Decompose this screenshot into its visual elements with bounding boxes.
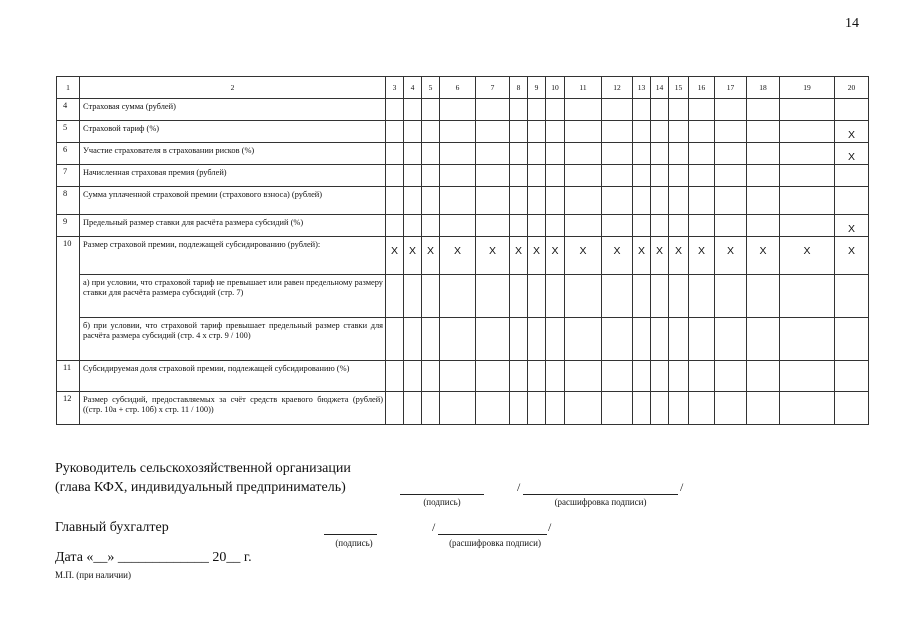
- stamp-note: М.П. (при наличии): [55, 570, 131, 580]
- data-cell-col-5[interactable]: [422, 361, 440, 392]
- data-cell-col-15[interactable]: [669, 392, 689, 425]
- data-cell-col-8[interactable]: [510, 215, 528, 237]
- data-cell-col-6[interactable]: X: [440, 237, 476, 275]
- header-col-3: 3: [386, 77, 404, 99]
- data-cell-col-3[interactable]: [386, 275, 404, 318]
- row-description: Участие страхователя в страховании рисков (%): [80, 143, 386, 165]
- data-cell-col-4[interactable]: X: [404, 237, 422, 275]
- data-cell-col-18[interactable]: [747, 361, 780, 392]
- data-cell-col-18[interactable]: X: [747, 237, 780, 275]
- accountant-decoding-caption: (расшифровка подписи): [449, 538, 541, 548]
- data-cell-col-5[interactable]: X: [422, 237, 440, 275]
- data-cell-col-20[interactable]: X: [835, 143, 869, 165]
- data-cell-col-16[interactable]: [689, 143, 715, 165]
- data-cell-col-19[interactable]: [780, 275, 835, 318]
- data-cell-col-3[interactable]: [386, 187, 404, 215]
- page-number: 14: [845, 16, 859, 31]
- data-cell-col-18[interactable]: [747, 215, 780, 237]
- table-row: [57, 392, 869, 425]
- header-col-10: 10: [546, 77, 565, 99]
- data-cell-col-11[interactable]: [565, 165, 602, 187]
- table-row: [57, 215, 869, 237]
- data-cell-col-9[interactable]: [528, 318, 546, 361]
- accountant-signature-line[interactable]: [324, 521, 377, 535]
- data-cell-col-12[interactable]: [602, 143, 633, 165]
- data-cell-col-16[interactable]: [689, 187, 715, 215]
- data-cell-col-4[interactable]: [404, 99, 422, 121]
- data-cell-col-12[interactable]: [602, 99, 633, 121]
- data-cell-col-8[interactable]: [510, 275, 528, 318]
- data-cell-col-7[interactable]: [476, 165, 510, 187]
- data-cell-col-16[interactable]: [689, 318, 715, 361]
- data-cell-col-10[interactable]: [546, 361, 565, 392]
- data-cell-col-13[interactable]: [633, 392, 651, 425]
- data-cell-col-15[interactable]: [669, 99, 689, 121]
- data-cell-col-13[interactable]: [633, 143, 651, 165]
- header-col-15: 15: [669, 77, 689, 99]
- data-cell-col-15[interactable]: [669, 215, 689, 237]
- data-cell-col-19[interactable]: [780, 187, 835, 215]
- data-cell-col-7[interactable]: [476, 392, 510, 425]
- head-title-line1: Руководитель сельскохозяйственной организации: [55, 461, 351, 476]
- header-col-8: 8: [510, 77, 528, 99]
- data-cell-col-15[interactable]: [669, 165, 689, 187]
- data-cell-col-11[interactable]: [565, 215, 602, 237]
- data-cell-col-4[interactable]: [404, 215, 422, 237]
- header-col-17: 17: [715, 77, 747, 99]
- data-cell-col-20[interactable]: X: [835, 215, 869, 237]
- data-cell-col-17[interactable]: [715, 187, 747, 215]
- data-cell-col-7[interactable]: [476, 143, 510, 165]
- header-col-18: 18: [747, 77, 780, 99]
- data-cell-col-4[interactable]: [404, 318, 422, 361]
- row-description: Страховая сумма (рублей): [80, 99, 386, 121]
- data-cell-col-17[interactable]: [715, 121, 747, 143]
- data-cell-col-6[interactable]: [440, 361, 476, 392]
- data-cell-col-6[interactable]: [440, 392, 476, 425]
- data-cell-col-11[interactable]: [565, 121, 602, 143]
- data-cell-col-4[interactable]: [404, 165, 422, 187]
- data-cell-col-10[interactable]: [546, 165, 565, 187]
- data-cell-col-16[interactable]: [689, 99, 715, 121]
- data-cell-col-9[interactable]: [528, 361, 546, 392]
- table-row: [57, 121, 869, 143]
- table-row: [57, 275, 869, 318]
- row-number: 12: [57, 392, 80, 425]
- data-cell-col-3[interactable]: [386, 392, 404, 425]
- data-cell-col-11[interactable]: [565, 392, 602, 425]
- data-cell-col-10[interactable]: X: [546, 237, 565, 275]
- date-field[interactable]: Дата «__» _____________ 20__ г.: [55, 550, 252, 565]
- data-cell-col-13[interactable]: [633, 361, 651, 392]
- data-cell-col-12[interactable]: [602, 275, 633, 318]
- data-cell-col-15[interactable]: [669, 318, 689, 361]
- header-col-11: 11: [565, 77, 602, 99]
- row-description: Начисленная страховая премия (рублей): [80, 165, 386, 187]
- data-cell-col-18[interactable]: [747, 275, 780, 318]
- data-cell-col-20[interactable]: [835, 361, 869, 392]
- data-cell-col-15[interactable]: [669, 187, 689, 215]
- head-decoding-caption: (расшифровка подписи): [554, 497, 647, 507]
- data-cell-col-17[interactable]: [715, 318, 747, 361]
- data-cell-col-6[interactable]: [440, 318, 476, 361]
- data-cell-col-19[interactable]: [780, 99, 835, 121]
- head-title-line2: (глава КФХ, индивидуальный предприниматель): [55, 480, 346, 495]
- head-slash-left: /: [517, 480, 521, 494]
- data-cell-col-14[interactable]: X: [651, 237, 669, 275]
- row-description: Субсидируемая доля страховой премии, подлежащей субсидированию (%): [80, 361, 386, 392]
- accountant-decoding-line[interactable]: [438, 521, 547, 535]
- data-cell-col-12[interactable]: [602, 187, 633, 215]
- data-cell-col-20[interactable]: X: [835, 237, 869, 275]
- data-cell-col-16[interactable]: [689, 275, 715, 318]
- data-cell-col-14[interactable]: [651, 215, 669, 237]
- data-cell-col-4[interactable]: [404, 361, 422, 392]
- data-cell-col-10[interactable]: [546, 275, 565, 318]
- data-cell-col-3[interactable]: [386, 215, 404, 237]
- data-cell-col-18[interactable]: [747, 187, 780, 215]
- header-col-16: 16: [689, 77, 715, 99]
- data-cell-col-18[interactable]: [747, 165, 780, 187]
- data-cell-col-19[interactable]: [780, 392, 835, 425]
- data-cell-col-14[interactable]: [651, 121, 669, 143]
- data-cell-col-18[interactable]: [747, 121, 780, 143]
- data-cell-col-19[interactable]: [780, 318, 835, 361]
- data-cell-col-10[interactable]: [546, 121, 565, 143]
- data-cell-col-19[interactable]: [780, 215, 835, 237]
- data-cell-col-18[interactable]: [747, 392, 780, 425]
- data-cell-col-9[interactable]: [528, 99, 546, 121]
- data-cell-col-9[interactable]: [528, 187, 546, 215]
- data-cell-col-15[interactable]: [669, 361, 689, 392]
- data-cell-col-19[interactable]: [780, 165, 835, 187]
- data-cell-col-14[interactable]: [651, 187, 669, 215]
- header-col-14: 14: [651, 77, 669, 99]
- accountant-title: Главный бухгалтер: [55, 520, 169, 535]
- data-cell-col-8[interactable]: X: [510, 237, 528, 275]
- data-cell-col-15[interactable]: [669, 275, 689, 318]
- data-cell-col-19[interactable]: [780, 361, 835, 392]
- data-cell-col-12[interactable]: [602, 165, 633, 187]
- data-cell-col-11[interactable]: [565, 318, 602, 361]
- data-cell-col-13[interactable]: [633, 99, 651, 121]
- data-cell-col-17[interactable]: [715, 143, 747, 165]
- data-cell-col-13[interactable]: [633, 121, 651, 143]
- data-cell-col-12[interactable]: X: [602, 237, 633, 275]
- row-number: 4: [57, 99, 80, 121]
- header-col-13: 13: [633, 77, 651, 99]
- data-cell-col-16[interactable]: [689, 361, 715, 392]
- data-cell-col-5[interactable]: [422, 392, 440, 425]
- data-cell-col-7[interactable]: [476, 215, 510, 237]
- data-cell-col-20[interactable]: [835, 275, 869, 318]
- header-col-7: 7: [476, 77, 510, 99]
- row-description: Страховой тариф (%): [80, 121, 386, 143]
- data-cell-col-13[interactable]: X: [633, 237, 651, 275]
- data-cell-col-14[interactable]: [651, 143, 669, 165]
- data-cell-col-6[interactable]: [440, 187, 476, 215]
- data-cell-col-4[interactable]: [404, 392, 422, 425]
- data-cell-col-9[interactable]: [528, 215, 546, 237]
- data-cell-col-8[interactable]: [510, 165, 528, 187]
- data-cell-col-17[interactable]: [715, 99, 747, 121]
- data-cell-col-12[interactable]: [602, 392, 633, 425]
- data-cell-col-11[interactable]: [565, 187, 602, 215]
- data-cell-col-14[interactable]: [651, 165, 669, 187]
- data-cell-col-8[interactable]: [510, 99, 528, 121]
- data-cell-col-7[interactable]: X: [476, 237, 510, 275]
- data-cell-col-5[interactable]: [422, 187, 440, 215]
- header-col-2: 2: [80, 77, 386, 99]
- data-cell-col-12[interactable]: [602, 318, 633, 361]
- header-col-9: 9: [528, 77, 546, 99]
- data-cell-col-13[interactable]: [633, 275, 651, 318]
- data-cell-col-5[interactable]: [422, 275, 440, 318]
- table-row: [57, 361, 869, 392]
- data-cell-col-8[interactable]: [510, 361, 528, 392]
- data-cell-col-9[interactable]: X: [528, 237, 546, 275]
- data-cell-col-4[interactable]: [404, 143, 422, 165]
- data-cell-col-15[interactable]: [669, 143, 689, 165]
- data-cell-col-11[interactable]: [565, 99, 602, 121]
- row-description: Размер субсидий, предоставляемых за счёт средств краевого бюджета (рублей) ((стр. 10а + стр. 10б) x стр. 11 / 100)): [80, 392, 386, 425]
- data-cell-col-7[interactable]: [476, 361, 510, 392]
- data-cell-col-19[interactable]: [780, 121, 835, 143]
- data-cell-col-6[interactable]: [440, 215, 476, 237]
- data-cell-col-13[interactable]: [633, 165, 651, 187]
- data-cell-col-5[interactable]: [422, 215, 440, 237]
- header-col-5: 5: [422, 77, 440, 99]
- data-cell-col-5[interactable]: [422, 121, 440, 143]
- data-cell-col-20[interactable]: [835, 187, 869, 215]
- data-cell-col-18[interactable]: [747, 143, 780, 165]
- data-cell-col-7[interactable]: [476, 275, 510, 318]
- data-cell-col-3[interactable]: [386, 99, 404, 121]
- subsidy-calculation-table: [56, 76, 869, 425]
- table-row: [57, 318, 869, 361]
- data-cell-col-6[interactable]: [440, 99, 476, 121]
- data-cell-col-18[interactable]: [747, 99, 780, 121]
- data-cell-col-20[interactable]: [835, 165, 869, 187]
- data-cell-col-20[interactable]: X: [835, 121, 869, 143]
- data-cell-col-3[interactable]: [386, 121, 404, 143]
- data-cell-col-7[interactable]: [476, 99, 510, 121]
- header-col-20: 20: [835, 77, 869, 99]
- data-cell-col-16[interactable]: [689, 392, 715, 425]
- data-cell-col-6[interactable]: [440, 143, 476, 165]
- data-cell-col-17[interactable]: [715, 392, 747, 425]
- table-row: [57, 143, 869, 165]
- row-description: а) при условии, что страховой тариф не превышает или равен предельному размеру ставки для расчёта размера субсидий (стр. 7): [80, 275, 386, 318]
- data-cell-col-3[interactable]: [386, 318, 404, 361]
- table-row: [57, 165, 869, 187]
- data-cell-col-19[interactable]: [780, 143, 835, 165]
- data-cell-col-5[interactable]: [422, 99, 440, 121]
- row-description: б) при условии, что страховой тариф превышает предельный размер ставки для расчёта размера субсидий (стр. 4 x стр. 9 / 100): [80, 318, 386, 361]
- data-cell-col-10[interactable]: [546, 215, 565, 237]
- row-number: 8: [57, 187, 80, 215]
- data-cell-col-11[interactable]: X: [565, 237, 602, 275]
- data-cell-col-3[interactable]: [386, 165, 404, 187]
- row-number: 7: [57, 165, 80, 187]
- data-cell-col-9[interactable]: [528, 165, 546, 187]
- data-cell-col-8[interactable]: [510, 392, 528, 425]
- row-number: 11: [57, 361, 80, 392]
- data-cell-col-5[interactable]: [422, 143, 440, 165]
- data-cell-col-13[interactable]: [633, 187, 651, 215]
- data-cell-col-15[interactable]: [669, 121, 689, 143]
- data-cell-col-5[interactable]: [422, 165, 440, 187]
- row-number: 10: [57, 237, 80, 361]
- data-cell-col-4[interactable]: [404, 121, 422, 143]
- row-description: Предельный размер ставки для расчёта размера субсидий (%): [80, 215, 386, 237]
- data-cell-col-9[interactable]: [528, 275, 546, 318]
- table-row: [57, 99, 869, 121]
- data-cell-col-8[interactable]: [510, 318, 528, 361]
- data-cell-col-14[interactable]: [651, 318, 669, 361]
- data-cell-col-12[interactable]: [602, 215, 633, 237]
- data-cell-col-16[interactable]: [689, 215, 715, 237]
- data-cell-col-3[interactable]: [386, 361, 404, 392]
- row-description: Размер страховой премии, подлежащей субсидированию (рублей):: [80, 237, 386, 275]
- accountant-slash-left: /: [432, 520, 436, 534]
- data-cell-col-16[interactable]: X: [689, 237, 715, 275]
- data-cell-col-17[interactable]: X: [715, 237, 747, 275]
- data-cell-col-17[interactable]: [715, 275, 747, 318]
- data-cell-col-11[interactable]: [565, 361, 602, 392]
- data-cell-col-13[interactable]: [633, 215, 651, 237]
- head-signature-line[interactable]: [400, 481, 484, 495]
- data-cell-col-12[interactable]: [602, 361, 633, 392]
- accountant-signature-caption: (подпись): [335, 538, 373, 548]
- head-decoding-line[interactable]: [523, 481, 678, 495]
- data-cell-col-18[interactable]: [747, 318, 780, 361]
- data-cell-col-6[interactable]: [440, 121, 476, 143]
- data-cell-col-20[interactable]: [835, 318, 869, 361]
- data-cell-col-10[interactable]: [546, 392, 565, 425]
- head-signature-caption: (подпись): [423, 497, 461, 507]
- row-number: 9: [57, 215, 80, 237]
- data-cell-col-10[interactable]: [546, 99, 565, 121]
- data-cell-col-3[interactable]: [386, 143, 404, 165]
- header-col-19: 19: [780, 77, 835, 99]
- data-cell-col-8[interactable]: [510, 121, 528, 143]
- row-description: Сумма уплаченной страховой премии (страхового взноса) (рублей): [80, 187, 386, 215]
- data-cell-col-17[interactable]: [715, 215, 747, 237]
- table-row: [57, 187, 869, 215]
- data-cell-col-20[interactable]: [835, 392, 869, 425]
- row-number: 6: [57, 143, 80, 165]
- data-cell-col-4[interactable]: [404, 187, 422, 215]
- data-cell-col-14[interactable]: [651, 361, 669, 392]
- head-slash-right: /: [680, 480, 684, 494]
- data-cell-col-8[interactable]: [510, 143, 528, 165]
- data-cell-col-6[interactable]: [440, 275, 476, 318]
- header-col-6: 6: [440, 77, 476, 99]
- data-cell-col-16[interactable]: [689, 121, 715, 143]
- data-cell-col-12[interactable]: [602, 121, 633, 143]
- data-cell-col-10[interactable]: [546, 318, 565, 361]
- data-cell-col-9[interactable]: [528, 143, 546, 165]
- header-col-1: 1: [57, 77, 80, 99]
- data-cell-col-6[interactable]: [440, 165, 476, 187]
- data-cell-col-3[interactable]: X: [386, 237, 404, 275]
- table-row: [57, 237, 869, 275]
- data-cell-col-10[interactable]: [546, 143, 565, 165]
- data-cell-col-4[interactable]: [404, 275, 422, 318]
- data-cell-col-19[interactable]: X: [780, 237, 835, 275]
- data-cell-col-7[interactable]: [476, 187, 510, 215]
- data-cell-col-17[interactable]: [715, 361, 747, 392]
- data-cell-col-14[interactable]: [651, 392, 669, 425]
- data-cell-col-11[interactable]: [565, 143, 602, 165]
- row-number: 5: [57, 121, 80, 143]
- data-cell-col-7[interactable]: [476, 318, 510, 361]
- header-col-12: 12: [602, 77, 633, 99]
- header-col-4: 4: [404, 77, 422, 99]
- accountant-slash-right: /: [548, 520, 552, 534]
- data-cell-col-9[interactable]: [528, 121, 546, 143]
- data-cell-col-15[interactable]: X: [669, 237, 689, 275]
- data-cell-col-13[interactable]: [633, 318, 651, 361]
- data-cell-col-17[interactable]: [715, 165, 747, 187]
- data-cell-col-14[interactable]: [651, 99, 669, 121]
- data-cell-col-16[interactable]: [689, 165, 715, 187]
- data-cell-col-5[interactable]: [422, 318, 440, 361]
- table-header-row: [57, 77, 869, 99]
- data-cell-col-8[interactable]: [510, 187, 528, 215]
- data-cell-col-7[interactable]: [476, 121, 510, 143]
- data-cell-col-9[interactable]: [528, 392, 546, 425]
- data-cell-col-11[interactable]: [565, 275, 602, 318]
- data-cell-col-20[interactable]: [835, 99, 869, 121]
- data-cell-col-14[interactable]: [651, 275, 669, 318]
- data-cell-col-10[interactable]: [546, 187, 565, 215]
